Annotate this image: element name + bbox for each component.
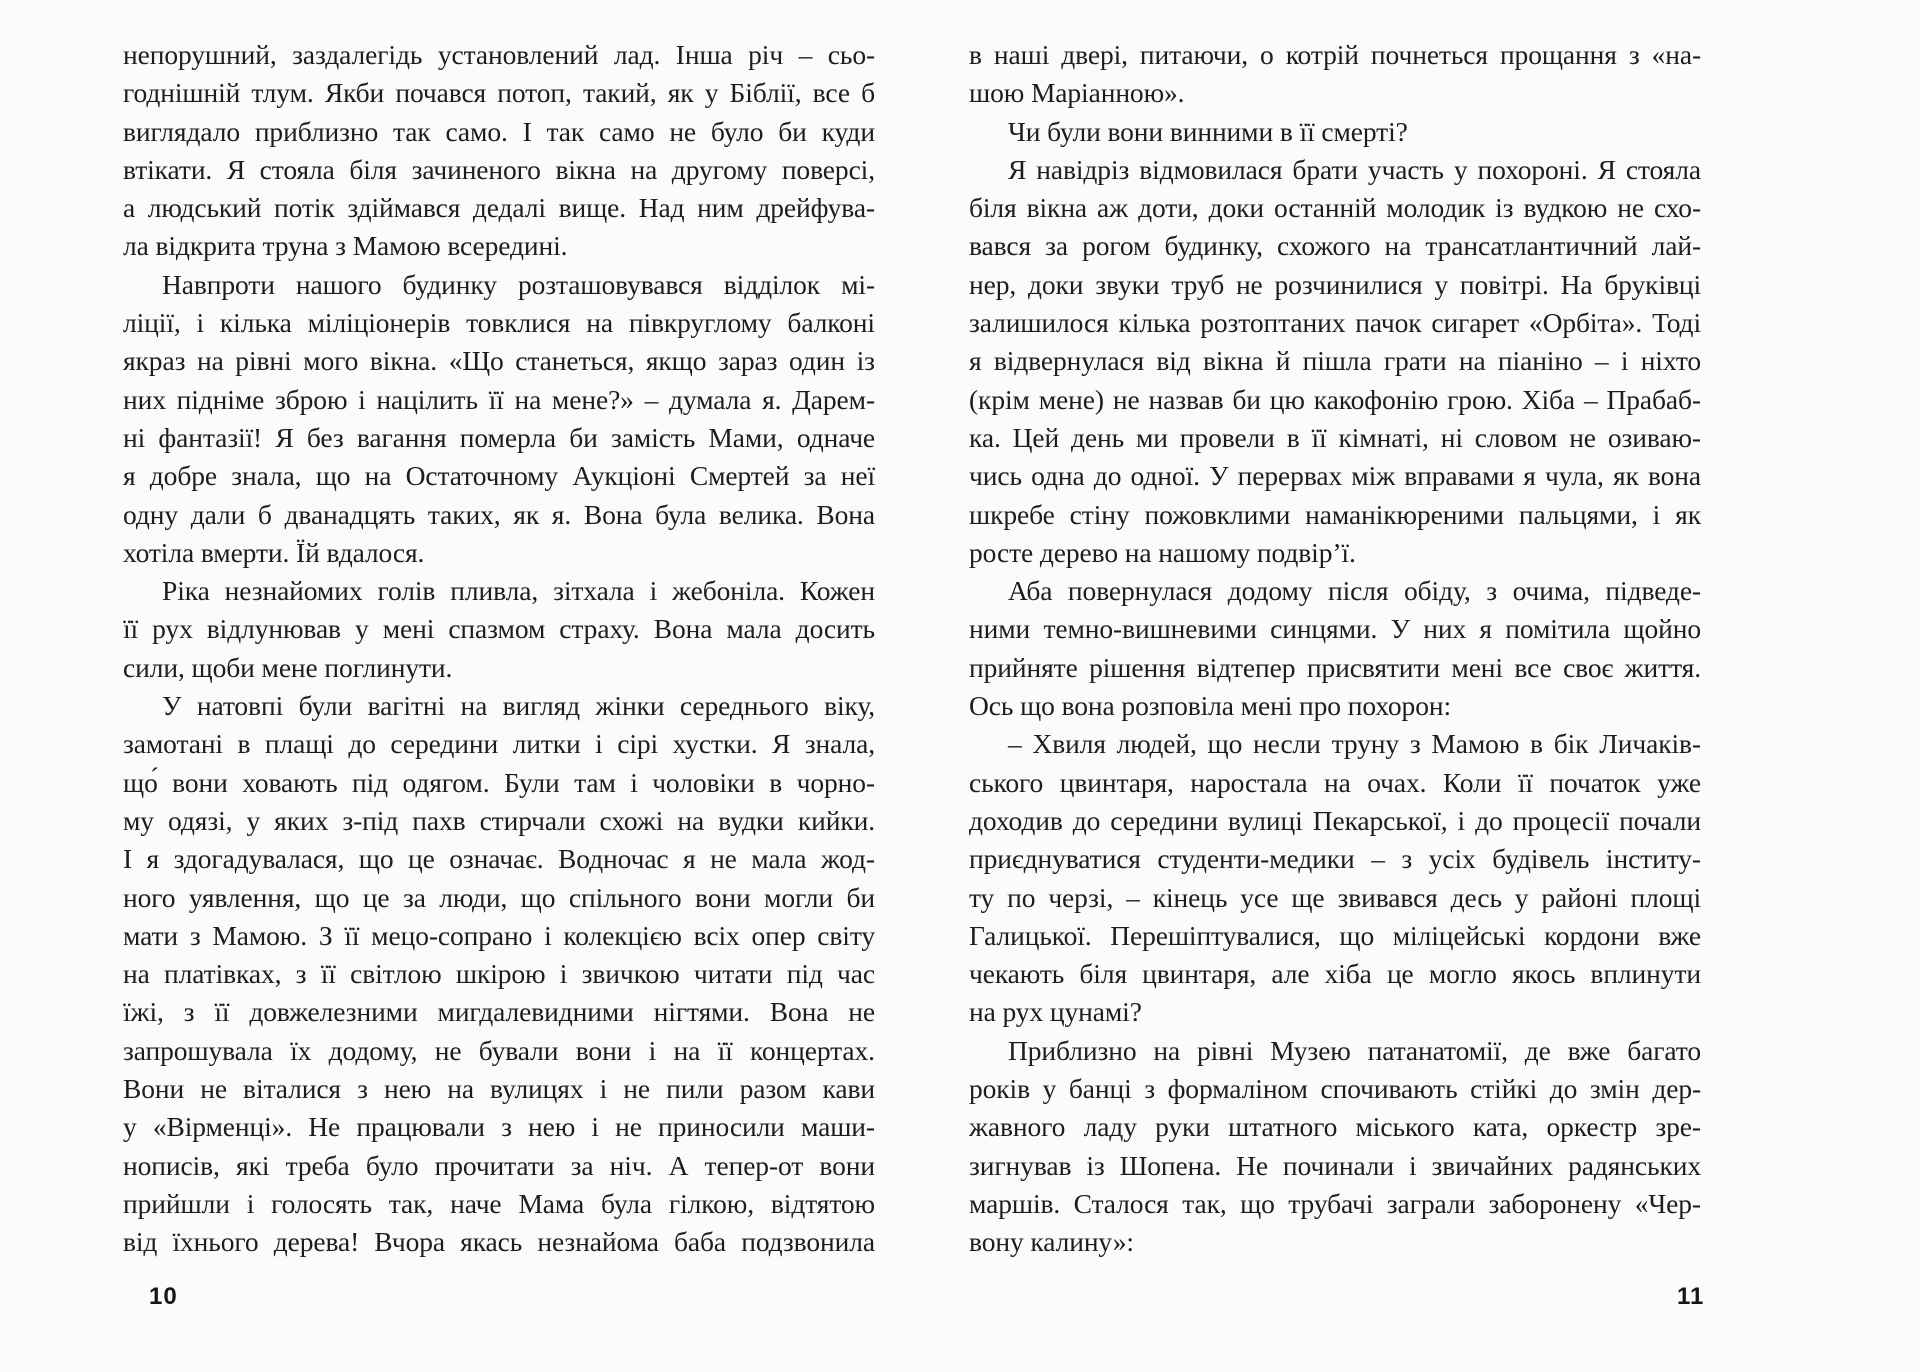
text-line: їжі, з її довжелезними мигдалевидними нігтями. Вона не	[123, 996, 875, 1028]
text-line: що́ вони ховають під одягом. Були там і чоловіки в чорно-	[123, 766, 875, 798]
text-line: втікати. Я стояла біля зачиненого вікна на другому поверсі,	[123, 153, 875, 185]
text-line: ліції, і кілька міліціонерів товклися на півкруглому балконі	[123, 307, 875, 339]
page-number-right: 11	[1677, 1283, 1705, 1310]
text-line: росте дерево на нашому подвір’ї.	[969, 536, 1356, 568]
text-line: її рух відлунював у мені спазмом страху. Вона мала досить	[123, 613, 875, 645]
text-line: ка. Цей день ми провели в її кімнаті, ні словом не озиваю-	[969, 421, 1701, 453]
text-line: ла відкрита труна з Мамою всередині.	[123, 230, 568, 262]
text-line: зигнував із Шопена. Не починали і звичайних радянських	[969, 1149, 1701, 1181]
text-line: залишилося кілька розтоптаних пачок сигарет «Орбіта». Тоді	[969, 307, 1701, 339]
text-line: прийшли і голосять так, наче Мама була гілкою, відтятою	[123, 1187, 875, 1219]
text-line: на платівках, з її світлою шкірою і звичкою читати під час	[123, 958, 875, 990]
page-right-text-block	[969, 36, 1701, 1262]
text-line: одну дали б дванадцять таких, як я. Вона була велика. Вона	[123, 498, 876, 530]
text-line: в наші двері, питаючи, о котрій почнеться прощання з «на-	[969, 39, 1702, 70]
text-line: непорушний, заздалегідь установлений лад. Інша річ – сьо-	[123, 39, 876, 70]
text-line: нописів, які треба було прочитати за ніч. А тепер-от вони	[123, 1149, 876, 1181]
text-line: – Хвиля людей, що несли труну з Мамою в бік Личаків-	[1008, 728, 1701, 760]
text-line: а людський потік здіймався дедалі вище. Над ним дрейфува-	[123, 192, 875, 224]
text-line: замотані в плащі до середини литки і сірі хустки. Я знала,	[123, 728, 876, 760]
text-line: на рух цунамі?	[969, 996, 1142, 1028]
page-number-left: 10	[149, 1283, 178, 1310]
text-line: чекають біля цвинтаря, але хіба це могло якось вплинути	[969, 958, 1701, 990]
text-line: Я навідріз відмовилася брати участь у похороні. Я стояла	[1008, 153, 1701, 185]
text-line: вався за рогом будинку, схожого на трансатлантичний лай-	[969, 230, 1702, 262]
text-line: від їхнього дерева! Вчора якась незнайома баба подзвонила	[123, 1226, 875, 1258]
page-left-text-block	[123, 36, 875, 1262]
text-line: жавного ладу руки штатного міського ката, оркестр зре-	[969, 1111, 1701, 1143]
text-line: У натовпі були вагітні на вигляд жінки середнього віку,	[162, 690, 876, 722]
text-line: я добре знала, що на Остаточному Аукціоні Смертей за неї	[123, 460, 876, 492]
text-line: виглядало приблизно так само. І так само не було би куди	[123, 115, 875, 147]
text-line: років у банці з формаліном спочивають стійкі до змін дер-	[969, 1073, 1702, 1105]
text-line: ту по черзі, – кінець усе ще звивався десь у районі площі	[969, 881, 1701, 913]
text-line: у «Вірменці». Не працювали з нею і не приносили маши-	[123, 1111, 875, 1143]
text-line: (крім мене) не назвав би цю какофонію грою. Хіба – Прабаб-	[969, 383, 1701, 415]
text-line: маршів. Сталося так, що трубачі заграли заборонену «Чер-	[969, 1187, 1701, 1219]
text-line: них підніме зброю і націлить її на мене?» – думала я. Дарем-	[123, 383, 876, 415]
text-line: доходив до середини вулиці Пекарської, і до процесії почали	[969, 804, 1701, 836]
text-line: Ріка незнайомих голів пливла, зітхала і жебоніла. Кожен	[162, 575, 876, 607]
text-line: Навпроти нашого будинку розташовувався відділок мі-	[162, 268, 875, 300]
text-line: ного уявлення, що це за люди, що спільного вони могли би	[123, 881, 875, 913]
text-line: му одязі, у яких з-під пахв стирчали схожі на вудки кийки.	[123, 804, 876, 836]
text-line: чись одна до одної. У перервах між вправами я чула, як вона	[969, 460, 1702, 492]
text-line: нер, доки звуки труб не розчинилися у повітрі. На бруківці	[969, 268, 1702, 300]
text-line: вону калину»:	[969, 1226, 1134, 1258]
text-line: запрошувала їх додому, не бували вони і на її концертах.	[123, 1034, 875, 1066]
text-line: приєднуватися студенти-медики – з усіх будівель інститу-	[969, 843, 1701, 875]
text-line: годнішній тлум. Якби почався потоп, такий, як у Біблії, все б	[123, 77, 875, 109]
text-line: мати з Мамою. З її мецо-сопрано і колекцією всіх опер світу	[123, 919, 876, 951]
text-line: прийняте рішення відтепер присвятити мені все своє життя.	[969, 651, 1701, 683]
text-line: Вони не віталися з нею на вулицях і не пили разом кави	[123, 1073, 875, 1105]
text-line: Приблизно на рівні Музею патанатомії, де вже багато	[1008, 1034, 1702, 1066]
text-line: І я здогадувалася, що це означає. Водночас я не мала жод-	[123, 843, 875, 875]
text-line: якраз на рівні мого вікна. «Що станеться, якщо зараз один із	[123, 345, 875, 377]
text-line: Аба повернулася додому після обіду, з очима, підведе-	[1008, 575, 1701, 607]
text-line: ними темно-вишневими синцями. У них я помітила щойно	[969, 613, 1701, 645]
text-line: шою Маріанною».	[969, 77, 1185, 109]
text-line: Чи були вони винними в її смерті?	[1008, 115, 1408, 147]
text-line: біля вікна аж доти, доки останній молодик із вудкою не схо-	[969, 192, 1701, 224]
text-line: шкребе стіну пожовклими наманікюреними пальцями, і як	[969, 498, 1701, 530]
text-line: Ось що вона розповіла мені про похорон:	[969, 690, 1452, 722]
text-line: хотіла вмерти. Їй вдалося.	[123, 536, 425, 568]
text-line: сили, щоби мене поглинути.	[123, 651, 453, 683]
text-line: Галицької. Перешіптувалися, що міліцейські кордони вже	[969, 919, 1701, 951]
text-line: ні фантазії! Я без вагання померла би замість Мами, одначе	[123, 421, 876, 453]
text-line: ського цвинтаря, наростала на очах. Коли її початок уже	[969, 766, 1702, 798]
text-line: я відвернулася від вікна й пішла грати на піаніно – і ніхто	[969, 345, 1702, 377]
